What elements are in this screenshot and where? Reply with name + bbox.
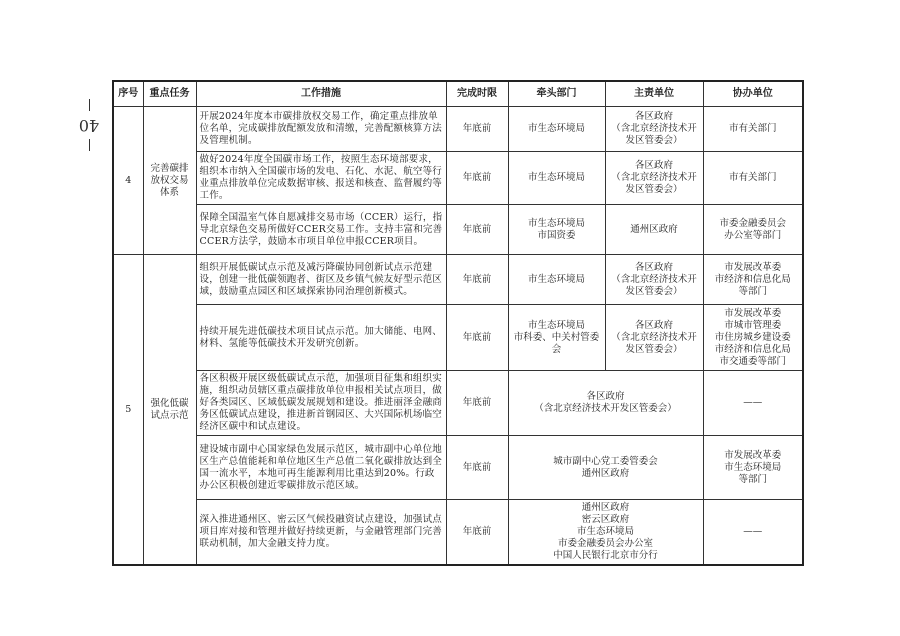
assist-cell [703, 255, 803, 305]
measure-cell: 持续开展先进低碳技术项目试点示范。加大储能、电网、材料、氢能等低碳技术开发研究创新。 [196, 305, 446, 371]
lead-cell [508, 152, 605, 205]
assist-line: 市发展改革委 [724, 307, 782, 319]
merged-line: 市生态环境局 [576, 526, 634, 537]
assist-line: 等部门 [738, 473, 767, 485]
table-row [113, 436, 803, 500]
responsible-line: （含北京经济技术开发区管委会） [611, 273, 697, 297]
header-task: 重点任务 [143, 81, 196, 107]
table-row [113, 205, 803, 255]
responsible-line: （含北京经济技术开发区管委会） [611, 331, 697, 355]
responsible-cell [605, 152, 703, 205]
assist-cell [703, 305, 803, 371]
responsible-cell [605, 255, 703, 305]
assist-cell [703, 371, 803, 436]
assist-line: 市委金融委员会 [719, 217, 786, 229]
assist-line: 市有关部门 [728, 172, 777, 183]
assist-cell [703, 205, 803, 255]
lead-line: 市生态环境局 [527, 273, 585, 285]
deadline-cell: 年底前 [446, 371, 508, 436]
task-cell: 强化低碳试点示范 [143, 255, 196, 566]
responsible-cell [605, 205, 703, 255]
assist-line: 市发展改革委 [724, 261, 782, 273]
assist-line: 市城市管理委 [724, 319, 782, 331]
table-row [113, 152, 803, 205]
deadline-cell: 年底前 [446, 107, 508, 152]
merged-line: 密云区政府 [581, 514, 630, 525]
assist-line: 市住房城乡建设委 [714, 331, 791, 343]
lead-line: 市科委、中关村管委会 [513, 331, 600, 355]
assist-line: 市经济和信息化局 [714, 343, 791, 355]
responsible-cell [605, 305, 703, 371]
table-row [113, 255, 803, 305]
merged-line: 城市副中心党工委管委会 [553, 455, 658, 467]
page-number [74, 95, 104, 155]
merged-line: 通州区政府 [581, 467, 630, 479]
assist-line: 市经济和信息化局 [714, 273, 791, 285]
lead-line: 市生态环境局 [527, 319, 585, 331]
responsible-line: 各区政府 [634, 261, 673, 273]
header-measure: 工作措施 [196, 81, 446, 107]
assist-line: —— [743, 397, 763, 408]
task-cell: 完善碳排放权交易体系 [143, 107, 196, 255]
lead-cell [508, 107, 605, 152]
measure-cell: 做好2024年度全国碳市场工作，按照生态环境部要求，组织本市纳入全国碳市场的发电、石化、水泥、航空等行业重点排放单位完成数据审核、报送和核查、监督履约等工作。 [196, 152, 446, 205]
deadline-cell: 年底前 [446, 436, 508, 500]
assist-line: 市生态环境局 [724, 461, 782, 473]
measure-cell: 开展2024年度本市碳排放权交易工作，确定重点排放单位名单，完成碳排放配额发放和清缴，完善配额核算方法及管理机制。 [196, 107, 446, 152]
table-row [113, 107, 803, 152]
deadline-cell: 年底前 [446, 255, 508, 305]
responsible-line: 各区政府 [634, 319, 673, 331]
responsible-line: （含北京经济技术开发区管委会） [611, 123, 697, 146]
assist-cell [703, 152, 803, 205]
lead-responsible-merged-cell [508, 371, 703, 436]
table-row [113, 305, 803, 371]
assist-line: 市发展改革委 [724, 449, 782, 461]
header-lead: 牵头部门 [508, 81, 605, 107]
measure-cell: 深入推进通州区、密云区气候投融资试点建设，加强试点项目库对接和管理并做好持续更新，与金融管理部门完善联动机制，加大金融支持力度。 [196, 500, 446, 566]
lead-line: 市国资委 [537, 229, 576, 241]
merged-line: 市委金融委员会办公室 [557, 538, 653, 549]
lead-line: 市生态环境局 [527, 123, 585, 134]
measure-cell: 各区积极开展区级低碳试点示范，加强项目征集和组织实施，组织动员辖区重点碳排放单位申报相关试点项目，做好各类园区、区域低碳发展规划和建设。推进丽泽金融商务区低碳试点建设，推进新首钢园区、大兴国际机场临空经济区碳中和试点建设。 [196, 371, 446, 436]
measure-cell: 组织开展低碳试点示范及减污降碳协同创新试点示范建设，创建一批低碳领跑者、街区及乡镇气候友好型示范区域，鼓励重点园区和区域探索协同治理创新模式。 [196, 255, 446, 305]
measure-cell: 保障全国温室气体自愿减排交易市场（CCER）运行，指导北京绿色交易所做好CCER交易工作。支持丰富和完善CCER方法学，鼓励本市项目单位申报CCER项目。 [196, 205, 446, 255]
lead-cell [508, 255, 605, 305]
lead-responsible-merged-cell [508, 436, 703, 500]
deadline-cell: 年底前 [446, 152, 508, 205]
header-seq: 序号 [113, 81, 143, 107]
merged-line: （含北京经济技术开发区管委会） [534, 403, 677, 414]
assist-line: 等部门 [738, 285, 767, 297]
assist-line: 市交通委等部门 [719, 355, 786, 367]
assist-line: 市有关部门 [728, 123, 777, 134]
assist-cell [703, 436, 803, 500]
deadline-cell: 年底前 [446, 500, 508, 566]
assist-line: —— [743, 526, 763, 537]
lead-cell [508, 305, 605, 371]
header-deadline: 完成时限 [446, 81, 508, 107]
table-row [113, 371, 803, 436]
seq-cell: 5 [113, 255, 143, 566]
header-responsible: 主责单位 [605, 81, 703, 107]
deadline-cell: 年底前 [446, 305, 508, 371]
header-assist: 协办单位 [703, 81, 803, 107]
lead-cell [508, 205, 605, 255]
page-number-dash-bottom [89, 139, 90, 151]
assist-cell [703, 500, 803, 566]
merged-line: 通州区政府 [581, 502, 630, 513]
header-row [113, 81, 803, 107]
seq-cell: 4 [113, 107, 143, 255]
deadline-cell: 年底前 [446, 205, 508, 255]
merged-line: 中国人民银行北京市分行 [553, 550, 658, 561]
responsible-line: （含北京经济技术开发区管委会） [611, 172, 697, 195]
responsible-line: 各区政府 [634, 160, 673, 171]
page-number-dash-top [89, 99, 90, 111]
assist-cell [703, 107, 803, 152]
table-row [113, 500, 803, 566]
task-table [112, 80, 804, 566]
responsible-cell [605, 107, 703, 152]
measure-cell: 建设城市副中心国家绿色发展示范区，城市副中心单位地区生产总值能耗和单位地区生产总值二氧化碳排放达到全国一流水平，本地可再生能源利用比重达到20%。行政办公区积极创建近零碳排放示范区域。 [196, 436, 446, 500]
merged-line: 各区政府 [586, 391, 625, 402]
responsible-line: 通州区政府 [630, 223, 678, 235]
page-number-text: 40 [78, 116, 100, 136]
lead-line: 市生态环境局 [527, 172, 585, 183]
lead-responsible-merged-cell [508, 500, 703, 566]
lead-line: 市生态环境局 [527, 217, 585, 229]
responsible-line: 各区政府 [634, 111, 673, 122]
assist-line: 办公室等部门 [724, 229, 782, 241]
